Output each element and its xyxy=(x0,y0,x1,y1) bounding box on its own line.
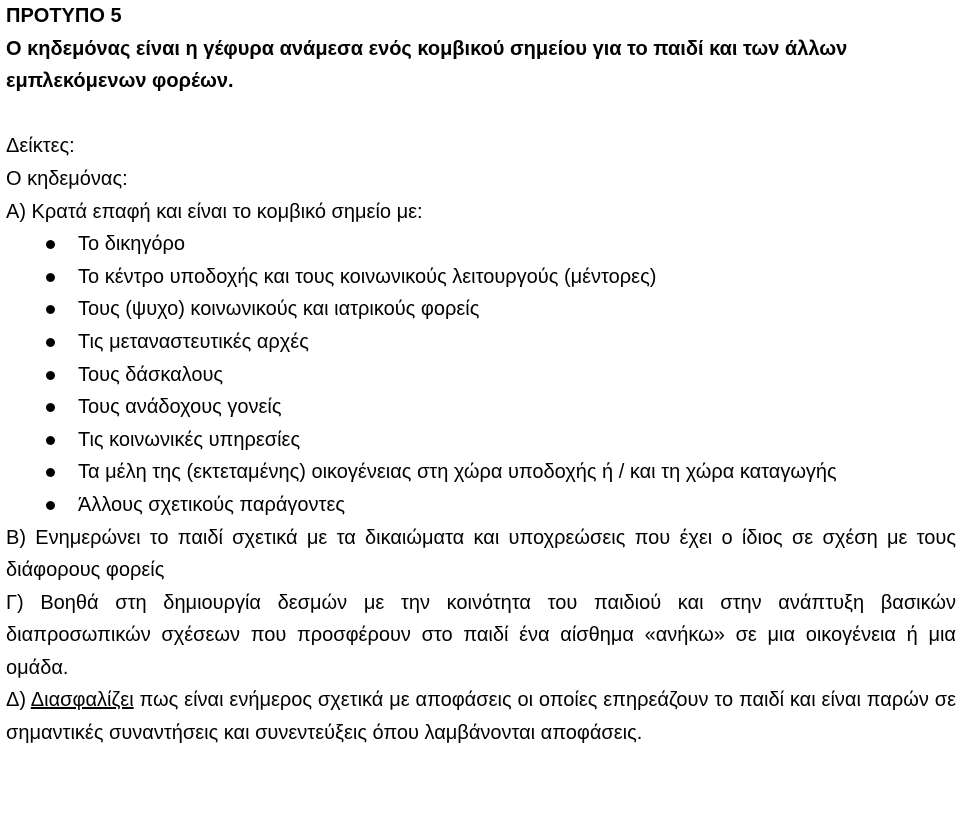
section-d-underlined-word: Διασφαλίζει xyxy=(30,689,134,712)
guardian-label: Ο κηδεμόνας: xyxy=(6,167,128,190)
list-item xyxy=(6,456,956,489)
title-block xyxy=(6,0,956,98)
page-subtitle: Ο κηδεμόνας είναι η γέφυρα ανάμεσα ενός κομβικού σημείου για το παιδί και των άλλων εμπλεκόμενων φορέων. xyxy=(6,37,848,93)
list-item xyxy=(6,489,956,522)
list-item-text: Τους δάσκαλους xyxy=(78,363,224,386)
list-item xyxy=(6,293,956,326)
section-d-paragraph xyxy=(6,684,956,749)
list-item-text: Τα μέλη της (εκτεταμένης) οικογένειας στη χώρα υποδοχής ή / και τη χώρα καταγωγής xyxy=(78,461,837,484)
bullet-icon xyxy=(46,468,55,477)
list-item xyxy=(6,326,956,359)
bullet-icon xyxy=(46,305,55,314)
list-item-text: Τους ανάδοχους γονείς xyxy=(78,396,282,419)
list-item xyxy=(6,359,956,392)
list-item-text: Τις κοινωνικές υπηρεσίες xyxy=(78,428,301,451)
section-c-paragraph: Γ) Βοηθά στη δημιουργία δεσμών με την κοινότητα του παιδιού και στην ανάπτυξη βασικών διαπροσωπικών σχέσεων που προσφέρουν στο παιδί ένα αίσθημα «ανήκω» σε μια οικογένεια ή μια ομάδα. xyxy=(6,591,956,679)
list-item-text: Το κέντρο υποδοχής και τους κοινωνικούς λειτουργούς (μέντορες) xyxy=(78,265,657,288)
indicators-label: Δείκτες: xyxy=(6,135,75,158)
list-item xyxy=(6,261,956,294)
section-b-paragraph: Β) Ενημερώνει το παιδί σχετικά με τα δικαιώματα και υποχρεώσεις που έχει ο ίδιος σε σχέση με τους διάφορους φορείς xyxy=(6,526,956,582)
list-item xyxy=(6,391,956,424)
list-item xyxy=(6,228,956,261)
list-item-text: Το δικηγόρο xyxy=(78,233,186,256)
bullet-icon xyxy=(46,371,55,380)
section-d-prefix: Δ) xyxy=(6,689,31,712)
section-a-text: Α) Κρατά επαφή και είναι το κομβικό σημείο με: xyxy=(6,200,423,223)
bullet-icon xyxy=(46,436,55,445)
list-item-text: Άλλους σχετικούς παράγοντες xyxy=(78,493,346,516)
list-item-text: Τις μεταναστευτικές αρχές xyxy=(78,330,309,353)
section-d-rest: πως είναι ενήμερος σχετικά με αποφάσεις οι οποίες επηρεάζουν το παιδί και είναι παρών σε σημαντικές συναντήσεις και συνεντεύξεις όπου λαμβάνονται αποφάσεις. xyxy=(6,689,956,745)
list-item xyxy=(6,424,956,457)
bullet-icon xyxy=(46,240,55,249)
bullet-icon xyxy=(46,403,55,412)
page-heading: ΠΡΟΤΥΠΟ 5 xyxy=(6,5,122,27)
list-item-text: Τους (ψυχο) κοινωνικούς και ιατρικούς φορείς xyxy=(78,298,480,321)
contact-list xyxy=(6,228,956,521)
bullet-icon xyxy=(46,501,55,510)
bullet-icon xyxy=(46,273,55,282)
bullet-icon xyxy=(46,338,55,347)
